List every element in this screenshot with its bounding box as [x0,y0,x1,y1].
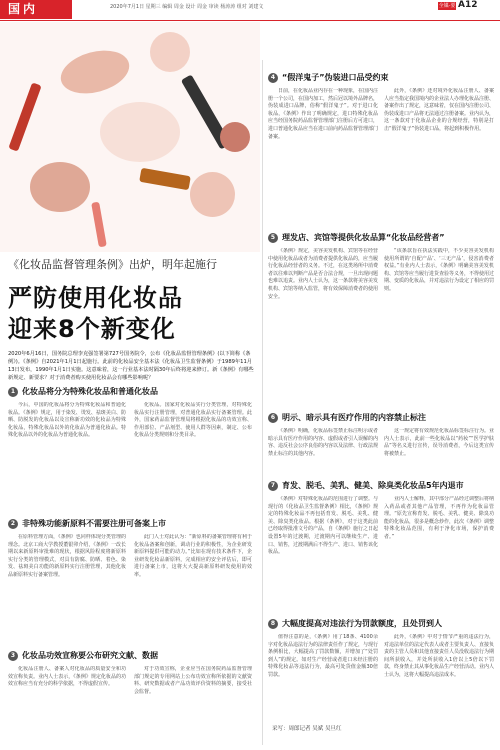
article-title-line-2: 迎来8个新变化 [8,315,176,343]
section-title: 明示、暗示具有医疗作用的内容禁止标注 [282,413,426,422]
section-title: 化妆品将分为特殊化妆品和普通化妆品 [22,387,158,396]
section-8-col-2: 此外，《条例》中对于情节严重的违法行为，对违法单位的法定代表人或者主要负责人、直接负责的主管人员和其他直接责任人员没收违法行为期间所获收入，并处所获收入1倍以上5倍以下罚款，终身禁止其从事化妆品生产经营活动。业内人士认为，这将大幅提高违法成本。 [384,634,494,678]
cosmetics-collage [0,22,260,252]
section-title: 非特殊功能新原料不需要注册可备案上市 [22,519,166,528]
section-title: 育发、脱毛、美乳、健美、除臭类化妆品5年内退市 [282,481,464,490]
section-6-col-1: 《条例》明确，化妆品标签禁止标注明示或者暗示具有医疗作用的内容、虚假或者引人误解的内容、违反社会公序良俗的内容以及法律、行政法规禁止标注的其他内容。 [268,428,378,457]
article-lead: 2020年6月16日，国务院总理李克强签署第727号国务院令，公布《化妆品监督管理条例》(以下简称《条例》)。《条例》自2021年1月1日起施行。此前的化妆品安全基本法《化妆品卫生监督条例》于1989年11月13日发布，1990年1月1日实施。这意味着，这一行业基本法时隔30年后终将迎来修订。新《条例》有哪些新规定、新要求？对于消费者购买使用化妆品会有哪些影响呢？ [8,351,254,381]
section-1-heading [8,386,158,397]
section-2-col-2: 此门人士对此认为：“新原料的备案管理将有利于化妆品备案和创新，调动行业的积极性，为企业研发新原料提供可能的动力。”比如在现有技术条件下，企业研发化妆品新原料，完成相应的安全评估后，即可进行备案上市，这将大大提高新原料研发使用的效率。 [134,534,252,578]
section-number: 7 [268,481,278,491]
section-5-col-2: “该条款旨在执法实践中，不少美容美发机构使用所谓的‘自配产品’、‘三无产品’，侵害消费者权益。”有业内人士表示，《条例》明确美容美发机构、宾馆等应当履行进货查验等义务，不得使用过期、变质的化妆品，并对违法行为设定了相应的罚则。 [384,248,494,292]
article-kicker: 《化妆品监督管理条例》出炉，明年起施行 [8,258,217,271]
page-code: A12 [458,0,478,10]
header-rule [0,20,500,21]
section-number: 1 [8,387,18,397]
section-7-col-1: 《条例》对特殊化妆品的范围进行了调整。与现行的《化妆品卫生监督条例》相比，《条例》规定的特殊化妆品不再包括育发、脱毛、美乳、健美、除臭类化妆品。根据《条例》，对于这类此前已经取得批准文号的产品，自《条例》施行之日起设置5年的过渡期，过渡期内可以继续生产、进口、销售，过渡期满后不得生产、进口、销售该化妆品。 [268,496,378,556]
section-1-col-2: 化妆品。国家对化妆品实行分类管理，对特殊化妆品实行注册管理，对普通化妆品实行备案管理。此外，国家药品监督管理局将根据化妆品的功效宣称、作用部位、产品剂型、使用人群等因素，制定、公布化妆品分类规则和分类目录。 [134,402,252,439]
section-5-col-1: 《条例》规定，美容美发机构、宾馆等在经营中使用化妆品或者为消费者提供化妆品的，应当履行化妆品经营者的义务。不过，在这类场所中消费者以往难以判断产品是否合法合规，一旦出现问题也难以追责。业内人士认为，这一条款将美容美发机构、宾馆等纳入监管，将有效保障消费者的使用安全。 [268,248,378,300]
section-number: 6 [268,413,278,423]
section-8-heading [268,618,442,629]
section-7-col-2: 业内人士解释，其中部分产品经过调整后将纳入药品或者其他产品管理，不再作为化妆品管理。“原先宣称育发、脱毛、美乳、健美、除臭功能的化妆品，很多是概念炒作，此次《条例》调整特殊化妆品范围，有利于净化市场，保护消费者。” [384,496,494,540]
article-credit: 采写：周郎记者 吴斌 吴旦红 [272,726,342,732]
article-title-line-1: 严防使用化妆品 [8,284,183,312]
section-4-col-1: 日前，在化妆品业内存在一种现象，在国内注册一个公司，在国内加工，然后冠以境外品牌名，伪装成进口品牌，俗称“假洋鬼子”。对于进口化妆品，《条例》作出了明确规定，进口特殊化妆品应当经国务院药品监督管理部门注册后方可进口，进口普通化妆品应当在进口前向药品监督管理部门备案。 [268,88,378,140]
section-title: 化妆品功效宣称要公布研究文献、数据 [22,651,158,660]
section-4-heading [268,72,389,83]
section-number: 2 [8,519,18,529]
section-number: 5 [268,233,278,243]
section-title: 大幅度提高对违法行为罚款额度，且处罚到人 [282,619,442,628]
section-8-col-1: 值得注意的是，《条例》用了18条、4100余字对化妆品违法行为的法律责任作了规定，与现行条例相比，大幅提高了罚款数额，并增加了“处罚到人”的规定。如对生产经营或者进口未经注册的特殊化妆品等违法行为，最高可处货值金额30倍罚款。 [268,634,378,678]
section-number: 8 [268,619,278,629]
column-divider [262,60,263,745]
section-2-heading [8,518,166,529]
section-title: 理发店、宾馆等提供化妆品算“化妆品经营者” [282,233,445,242]
section-1-col-1: 今后，中国的化妆品将分为特殊化妆品和普通化妆品。《条例》规定，用于染发、烫发、祛斑美白、防晒、防脱发的化妆品以及宣称新功效的化妆品为特殊化妆品，特殊化妆品以外的化妆品为普通化妆品。特殊化妆品以外的化妆品为普通化妆品。 [8,402,126,439]
section-5-heading [268,232,445,243]
section-number: 4 [268,73,278,83]
section-3-col-1: 化妆品注册人、备案人对化妆品的质量安全和功效宣称负责。业内人士表示，《条例》规定化妆品的功效宣称应当有充分的科学依据，不得虚假宣传。 [8,666,126,688]
section-number: 3 [8,651,18,661]
section-3-heading [8,650,158,661]
page-label: 全媒·要闻 [438,3,456,17]
section-title: “假洋鬼子”伪装进口品受约束 [282,73,389,82]
section-7-heading [268,480,464,491]
section-6-col-2: 这一规定将有效规范化妆品标签标注行为。业内人士表示，此前一些化妆品以“药妆”“医学护肤品”等名义进行宣传，误导消费者，今后这类宣传将被禁止。 [384,428,494,457]
section-tag: 国内 [0,0,72,19]
date-line: 2020年7月1日 星期三 编辑 周金 设计 周金 审读 杨涛涛 组对 刘建文 [110,4,264,10]
section-3-col-2: 对于功效宣称，企业应当在国务院药品监督管理部门规定的专用网站上公布功效宣称所依据的文献资料、研究数据或者产品功效评价资料的摘要，接受社会监督。 [134,666,252,695]
section-6-heading [268,412,426,423]
section-4-col-2: 此外，《条例》还对境外化妆品注册人、备案人应当指定我国境内的企业法人办理化妆品注册、备案作出了规定，这意味着，仅在国内注册公司、伪装成进口产品将无法通过注册备案。业内认为，这一条款对于化妆品企业的合规经营，特别是打击“假洋鬼子”伪装进口品，将起到积极作用。 [384,88,494,132]
section-2-col-1: 在原料管理方面，《条例》也同样体现分类管理的理念。北京工商大学教授董银卯介绍，《条例》一改长期以来新原料审批难的现状，根据风险程度将新原料实行分类的管理模式，对具有防腐、防晒、着色、染发、祛斑美白功能的新原料实行注册管理，其他化妆品新原料实行备案管理。 [8,534,126,578]
